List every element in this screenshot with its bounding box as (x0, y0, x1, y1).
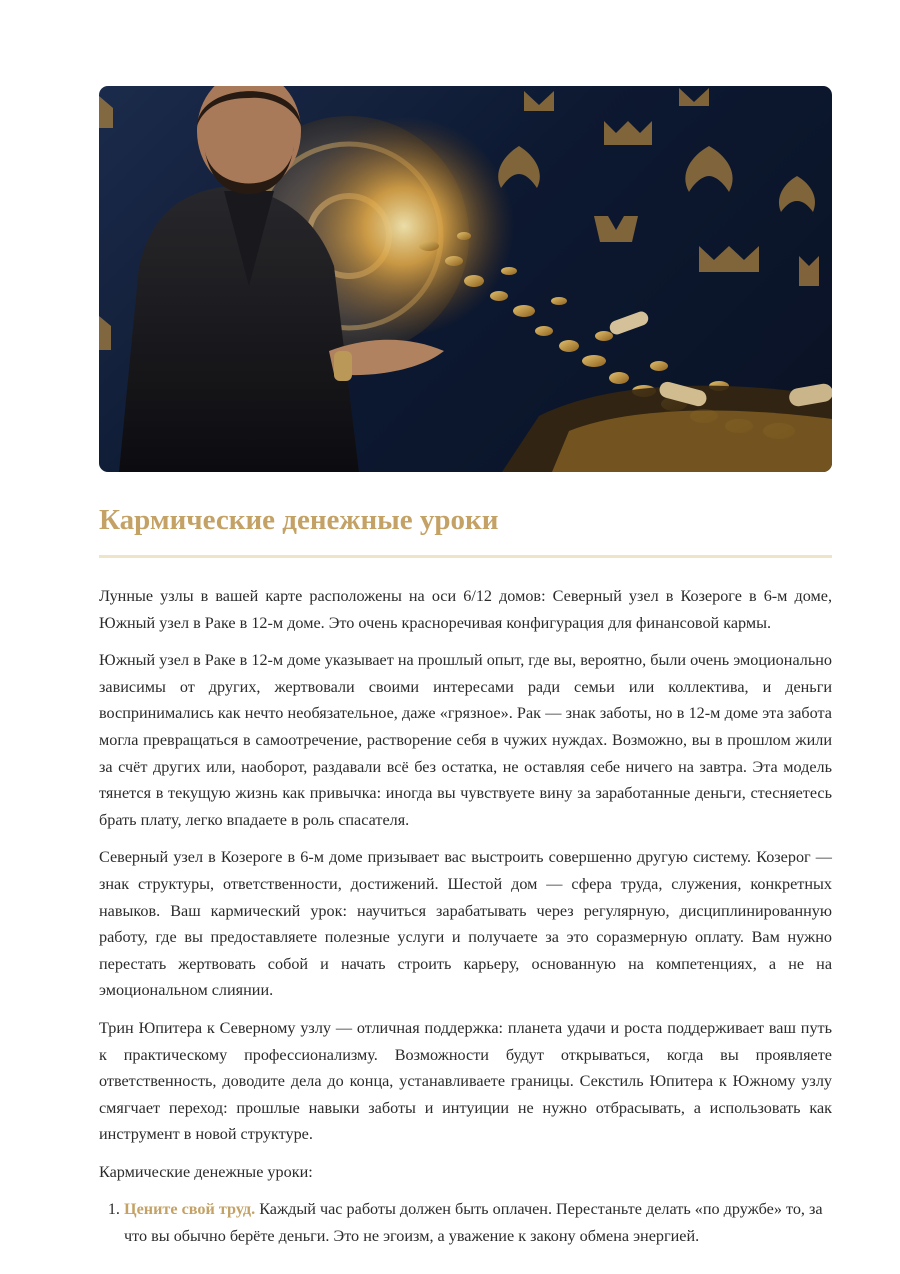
paragraph-south-node: Южный узел в Раке в 12-м доме указывает на прошлый опыт, где вы, вероятно, были очень эмоционально зависимы от других, жертвовали своими интересами ради семьи или коллектива, и деньги воспринимались как нечто необязательное, даже «грязное». Рак — знак заботы, но в 12-м доме эта забота могла превращаться в самоотречение, растворение себя в чужих нуждах. Возможно, вы в прошлом жили за счёт других или, наоборот, раздавали всё без остатка, не оставляя себе ничего на завтра. Эта модель тянется в текущую жизнь как привычка: иногда вы чувствуете вину за заработанные деньги, стесняетесь брать плату, легко впадаете в роль спасателя. (99, 651, 832, 829)
article (99, 495, 832, 1250)
lesson-text: Каждый час работы должен быть оплачен. Перестаньте делать «по дружбе» то, за что вы обычно берёте деньги. Это не эгоизм, а уважение к закону обмена энергией. (124, 1200, 823, 1246)
paragraph-jupiter: Трин Юпитера к Северному узлу — отличная поддержка: планета удачи и роста поддерживает ваш путь к практическому профессионализму. Возможности будут открываться, когда вы проявляете ответственность, доводите дела до конца, устанавливаете границы. Секстиль Юпитера к Южному узлу смягчает переход: прошлые навыки заботы и интуиции не нужно отбрасывать, а использовать как инструмент в новой структуре. (99, 1018, 832, 1144)
lessons-intro: Кармические денежные уроки: (99, 1162, 313, 1181)
list-item (124, 1196, 832, 1249)
paragraph-nodes-axis: Лунные узлы в вашей карте расположены на оси 6/12 домов: Северный узел в Козероге в 6-м доме, Южный узел в Раке в 12-м доме. Это очень красноречивая конфигурация для финансовой кармы. (99, 587, 832, 632)
lesson-heading: Цените свой труд. (124, 1200, 256, 1219)
article-title: Кармические денежные уроки (99, 495, 832, 558)
hero-illustration (99, 86, 832, 472)
paragraph-north-node: Северный узел в Козероге в 6-м доме призывает вас выстроить совершенно другую систему. Козерог — знак структуры, ответственности, достижений. Шестой дом — сфера труда, служения, конкретных навыков. Ваш кармический урок: научиться зарабатывать через регулярную, дисциплинированную работу, где вы предоставляете полезные услуги и получаете за это соразмерную оплату. Вам нужно перестать жертвовать собой и начать строить карьеру, основанную на компетенциях, а не на эмоциональном слиянии. (99, 848, 832, 1000)
lessons-list (99, 1196, 832, 1249)
hero-image (99, 86, 832, 472)
